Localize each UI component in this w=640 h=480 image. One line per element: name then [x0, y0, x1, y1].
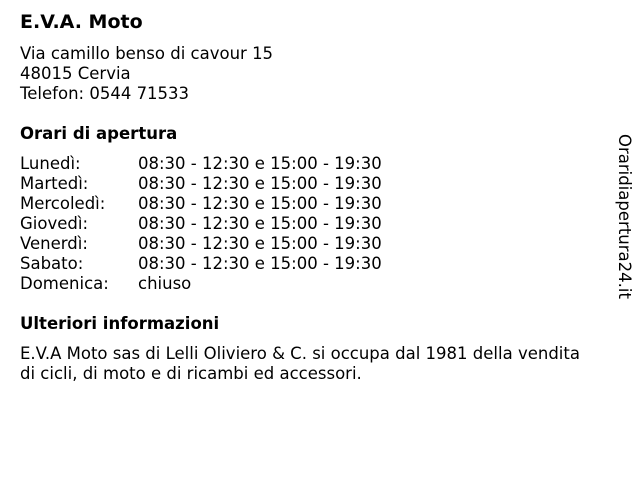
- hours-row-monday: [20, 154, 382, 174]
- address-block: [20, 44, 273, 104]
- day-label: Mercoledì:: [20, 194, 106, 213]
- hours-value: chiuso: [138, 274, 192, 293]
- hours-value: 08:30 - 12:30 e 15:00 - 19:30: [138, 254, 382, 273]
- hours-row-friday: [20, 234, 382, 254]
- phone-number: Telefon: 0544 71533: [20, 84, 190, 103]
- street-address: Via camillo benso di cavour 15: [20, 44, 274, 63]
- hours-row-saturday: [20, 254, 382, 274]
- day-label: Domenica:: [20, 274, 109, 293]
- day-label: Martedì:: [20, 174, 89, 193]
- business-name: E.V.A. Moto: [20, 11, 143, 33]
- day-label: Giovedì:: [20, 214, 88, 233]
- site-watermark: Oraridiapertura24.it: [615, 134, 634, 299]
- opening-hours-heading: Orari di apertura: [20, 124, 178, 143]
- hours-row-thursday: [20, 214, 382, 234]
- hours-row-tuesday: [20, 174, 382, 194]
- opening-hours-table: [20, 154, 382, 294]
- city: 48015 Cervia: [20, 64, 131, 83]
- day-label: Lunedì:: [20, 154, 81, 173]
- day-label: Sabato:: [20, 254, 84, 273]
- hours-row-sunday: [20, 274, 382, 294]
- hours-value: 08:30 - 12:30 e 15:00 - 19:30: [138, 194, 382, 213]
- hours-value: 08:30 - 12:30 e 15:00 - 19:30: [138, 234, 382, 253]
- more-info-heading: Ulteriori informazioni: [20, 314, 220, 333]
- hours-value: 08:30 - 12:30 e 15:00 - 19:30: [138, 174, 382, 193]
- hours-row-wednesday: [20, 194, 382, 214]
- business-description: E.V.A Moto sas di Lelli Oliviero & C. si occupa dal 1981 della vendita di cicli, di moto e di ricambi ed accessori.: [20, 344, 580, 383]
- day-label: Venerdì:: [20, 234, 88, 253]
- hours-value: 08:30 - 12:30 e 15:00 - 19:30: [138, 154, 382, 173]
- hours-value: 08:30 - 12:30 e 15:00 - 19:30: [138, 214, 382, 233]
